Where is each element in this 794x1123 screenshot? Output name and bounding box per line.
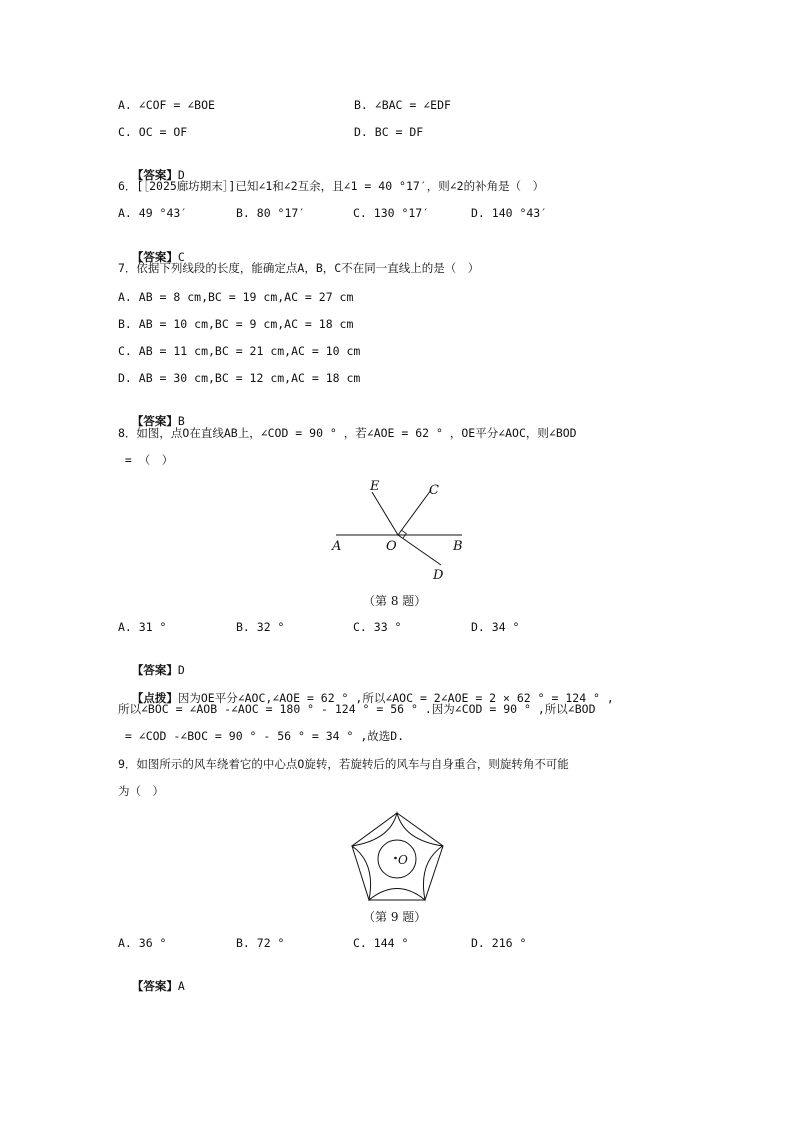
q9-stem-line2: 为（ ） [118,784,164,798]
q5-option-d: D. BC = DF [354,125,424,139]
ray-od [398,535,441,565]
q8-option-d: D. 34 ° [471,620,520,634]
ray-oc [398,490,431,535]
q7-option-d: D. AB = 30 cm,BC = 12 cm,AC = 18 cm [118,371,361,385]
q7-option-c: C. AB = 11 cm,BC = 21 cm,AC = 10 cm [118,344,361,358]
ray-oe [372,492,398,535]
q7-option-b: B. AB = 10 cm,BC = 9 cm,AC = 18 cm [118,317,354,331]
q6-option-d: D. 140 °43′ [471,206,548,220]
answer-value: D [177,663,185,677]
label-o: O [398,853,408,867]
label-o: O [386,539,397,554]
q9-option-c: C. 144 ° [353,936,409,950]
hint-text: 因为OE平分∠AOC,∠AOE = 62 ° ,所以∠AOC = 2∠AOE = 2 × 62 ° = 124 ° , [177,691,614,705]
q8-caption: （第 8 题） [363,594,427,608]
q6-stem: 6．[［2025廊坊期末］]已知∠1和∠2互余，且∠1 = 40 °17′，则∠2的补角是（ ） [118,179,545,193]
q8-hint-line3: = ∠COD -∠BOC = 90 ° - 56 ° = 34 ° ,故选D. [118,729,405,743]
q6-option-a: A. 49 °43′ [118,206,188,220]
q8-figure [320,472,480,584]
q6-option-b: B. 80 °17′ [236,206,306,220]
q5-option-b: B. ∠BAC = ∠EDF [354,98,451,112]
q9-windmill-figure [346,805,450,905]
answer-value: D [177,168,185,182]
q8-option-b: B. 32 ° [236,620,285,634]
right-angle-mark [402,530,407,538]
q5-option-c: C. OC = OF [118,125,188,139]
label-e: E [370,479,380,494]
q8-hint-line2: 所以∠BOC = ∠AOB -∠AOC = 180 ° - 124 ° = 56 ° .因为∠COD = 90 ° ,所以∠BOD [118,702,596,716]
hint-label: 【点拨】 [131,691,178,705]
answer-label: 【答案】 [131,414,178,428]
q7-stem: 7．依据下列线段的长度，能确定点A，B，C不在同一直线上的是（ ） [118,261,480,275]
inner-circle [378,840,416,878]
answer-value: B [177,414,185,428]
center-point [394,857,397,860]
q9-answer [118,962,185,994]
label-a: A [332,539,342,554]
answer-value: C [177,250,185,264]
answer-label: 【答案】 [131,168,178,182]
q8-option-a: A. 31 ° [118,620,167,634]
label-d: D [433,568,444,583]
q9-stem-line1: 9．如图所示的风车绕着它的中心点O旋转，若旋转后的风车与自身重合，则旋转角不可能 [118,757,569,771]
q8-option-c: C. 33 ° [353,620,402,634]
q8-stem-line2: = （ ） [118,453,174,467]
answer-label: 【答案】 [131,979,178,993]
q9-caption: （第 9 题） [363,910,427,924]
answer-label: 【答案】 [131,250,178,264]
q6-option-c: C. 130 °17′ [353,206,430,220]
label-b: B [453,539,463,554]
q5-option-a: A. ∠COF = ∠BOE [118,98,215,112]
q9-option-d: D. 216 ° [471,936,527,950]
q8-stem-line1: 8．如图，点O在直线AB上，∠COD = 90 ° ，若∠AOE = 62 ° ，OE平分∠AOC，则∠BOD [118,426,577,440]
label-c: C [429,483,439,498]
answer-label: 【答案】 [131,663,178,677]
q9-option-b: B. 72 ° [236,936,285,950]
q9-option-a: A. 36 ° [118,936,167,950]
answer-value: A [177,979,185,993]
q7-option-a: A. AB = 8 cm,BC = 19 cm,AC = 27 cm [118,290,354,304]
